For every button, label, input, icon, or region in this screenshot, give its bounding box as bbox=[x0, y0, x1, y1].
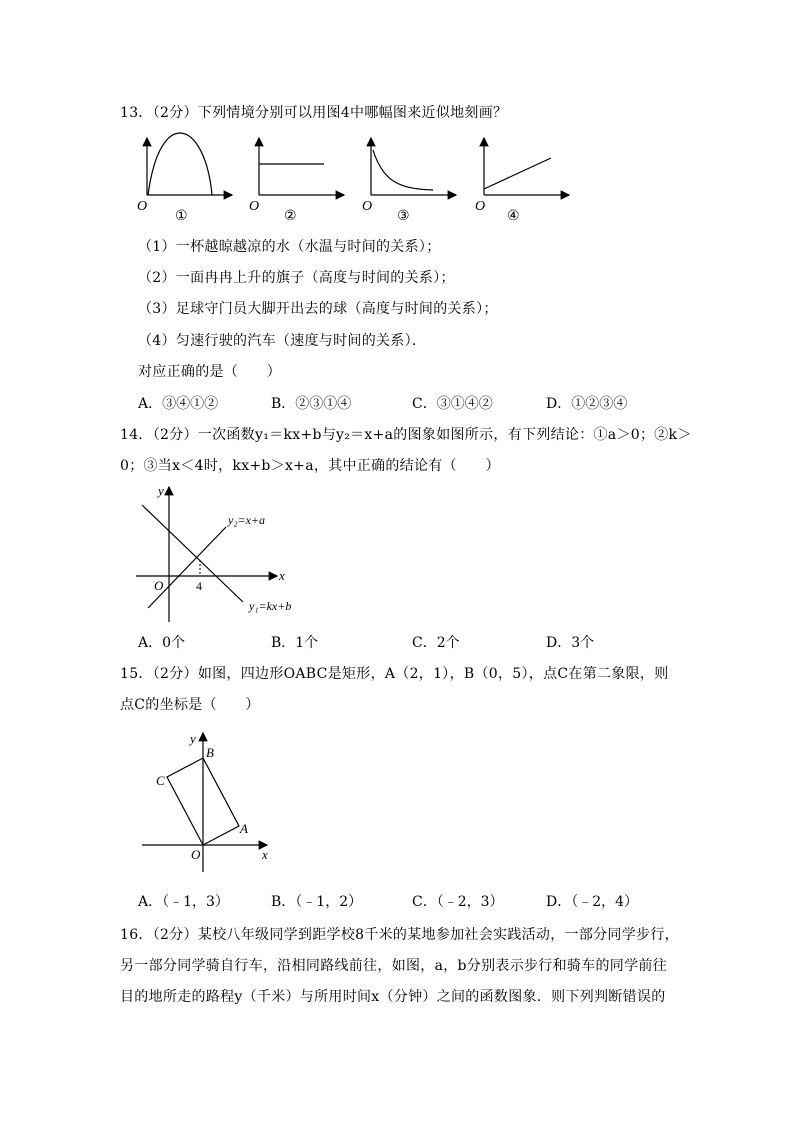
q14-line-y2: y₂=x+a bbox=[228, 513, 266, 527]
g2-label: ② bbox=[284, 209, 297, 224]
q14-tick-4: 4 bbox=[196, 579, 202, 593]
q15-point-a: A bbox=[240, 821, 248, 836]
q13-graphs bbox=[0, 130, 794, 230]
q15-y-label: y bbox=[190, 731, 196, 746]
q14-origin: O bbox=[154, 578, 164, 593]
q15-x-label: x bbox=[262, 847, 268, 862]
q14-line-1: 14．（2分）一次函数y₁＝kx+b与y₂＝x+a的图象如图所示，有下列结论：①a＞0；②k＞ bbox=[120, 427, 692, 443]
g1-label: ① bbox=[175, 209, 188, 224]
q14-x-label: x bbox=[279, 568, 285, 583]
q13-item-3: （3）足球守门员大脚开出去的球（高度与时间的关系）； bbox=[138, 301, 498, 317]
q15-line-2: 点C的坐标是（ ） bbox=[120, 697, 260, 713]
g3-label: ③ bbox=[397, 209, 410, 224]
q14-choice-c: C．2个 bbox=[412, 635, 460, 651]
q16-line-1: 16．（2分）某校八年级同学到距学校8千米的某地参加社会实践活动，一部分同学步行， bbox=[120, 927, 679, 943]
q13-item-4: （4）匀速行驶的汽车（速度与时间的关系）． bbox=[138, 333, 427, 349]
q13-prompt: 对应正确的是（ ） bbox=[138, 364, 281, 380]
q15-choice-d: D．（﹣2，4） bbox=[546, 894, 639, 910]
q14-line-y1: y₁=kx+b bbox=[249, 599, 292, 613]
q14-choice-a: A．0个 bbox=[138, 635, 186, 651]
q15-line-1: 15．（2分）如图，四边形OABC是矩形，A（2，1），B（0，5），点C在第二象限，则 bbox=[120, 666, 669, 682]
g3-origin: O bbox=[362, 199, 373, 214]
q13-stem: 13．（2分）下列情境分别可以用图4中哪幅图来近似地刻画？ bbox=[120, 105, 508, 121]
q16-line-3: 目的地所走的路程y（千米）与所用时间x（分钟）之间的函数图象．则下列判断错误的 bbox=[120, 989, 666, 1005]
q13-choice-a: A．③④①② bbox=[138, 396, 219, 412]
q16-line-2: 另一部分同学骑自行车，沿相同路线前往，如图，a，b分别表示步行和骑车的同学前往 bbox=[120, 958, 668, 974]
q13-item-1: （1）一杯越晾越凉的水（水温与时间的关系）； bbox=[138, 239, 441, 255]
q13-choice-d: D．①②③④ bbox=[546, 396, 628, 412]
g1-origin: O bbox=[137, 199, 148, 214]
graph-1 bbox=[147, 133, 232, 195]
q14-y-label: y bbox=[158, 483, 164, 498]
g4-label: ④ bbox=[507, 209, 520, 224]
q15-point-c: C bbox=[156, 773, 165, 788]
graph-2 bbox=[259, 138, 344, 195]
graph-4 bbox=[484, 138, 569, 195]
g4-origin: O bbox=[475, 199, 486, 214]
q13-choice-c: C．③①④② bbox=[412, 396, 493, 412]
q15-choice-a: A．（﹣1，3） bbox=[138, 894, 229, 910]
q13-item-2: （2）一面冉冉上升的旗子（高度与时间的关系）； bbox=[138, 270, 455, 286]
q15-graph bbox=[0, 725, 794, 875]
q15-point-b: B bbox=[206, 745, 214, 760]
graph-3 bbox=[371, 138, 456, 195]
g2-origin: O bbox=[249, 199, 260, 214]
q15-choice-c: C．（﹣2，3） bbox=[412, 894, 504, 910]
q14-choice-b: B．1个 bbox=[271, 635, 319, 651]
q15-origin: O bbox=[191, 847, 201, 862]
q15-choice-b: B．（﹣1，2） bbox=[271, 894, 363, 910]
q14-graph bbox=[0, 478, 794, 628]
q13-choice-b: B．②③①④ bbox=[271, 396, 352, 412]
q14-choice-d: D．3个 bbox=[546, 635, 595, 651]
q14-line-2: 0；③当x＜4时，kx+b＞x+a，其中正确的结论有（ ） bbox=[120, 458, 500, 474]
